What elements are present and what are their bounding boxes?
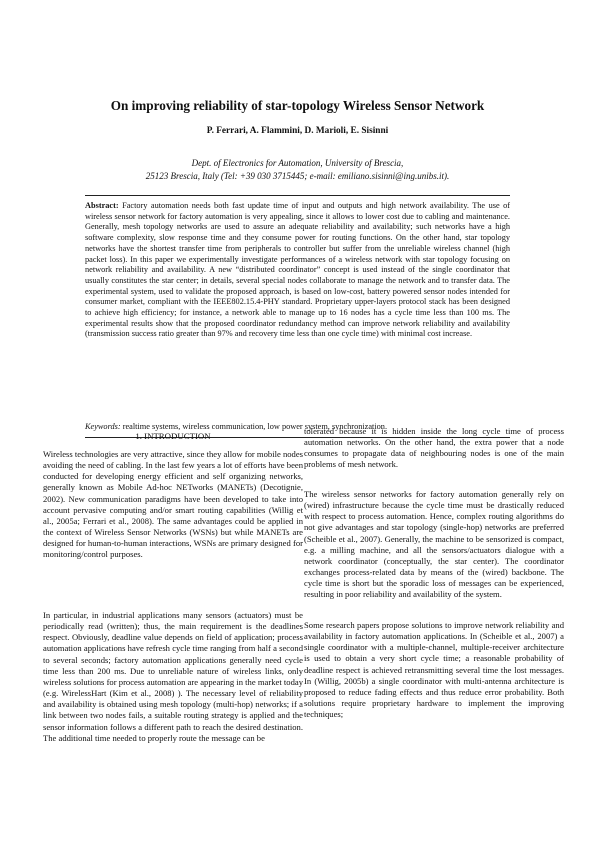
body-paragraph: Wireless technologies are very attractive, since they allow for mobile nodes avoiding the need of cabling. In the last few years a lot of efforts have been conducted for developing energy efficient and self organizing networks, generally known as Mobile Ad-hoc NETworks (MANETs) (Decotignie, 2002). New communication paradigms have been developed to take into account pervasive computing and/or smart routing capabilities (Willig et al., 2005a; Ferrari et al., 2008). The same advantages could be applied in the context of Wireless Sensor Networks (WSNs) but while MANETs are designed for human-to-human interactions, WSNs are primary designed for monitoring/control purposes.	[43, 449, 303, 560]
author-list: P. Ferrari, A. Flammini, D. Marioli, E. Sisinni	[206, 126, 389, 136]
abstract	[85, 201, 510, 340]
body-paragraph: Some research papers propose solutions to improve network reliability and availability in factory automation applications. In (Scheible et al., 2007) a single coordinator with a multiple-channel, multiple-receiver architecture is used to obtain a very short cycle time; a reasonable probability of deadline respect is achieved retransmitting several time the lost messages. In (Willig, 2005b) a single coordinator with multi-antenna architecture is proposed to reduce fading effects and thus reduce error probability. Both solutions require proprietary hardware to implement the improving techniques;	[304, 620, 564, 720]
section-heading-introduction: 1. INTRODUCTION	[135, 431, 211, 441]
affiliation	[0, 157, 595, 183]
keywords-text: realtime systems, wireless communication, low power system, synchronization.	[120, 422, 388, 431]
paper-title: On improving reliability of star-topology Wireless Sensor Network	[110, 98, 485, 113]
abstract-label: Abstract:	[85, 201, 119, 210]
keywords-label: Keywords:	[85, 422, 121, 431]
abstract-top-rule	[85, 195, 510, 196]
body-paragraph: tolerated because it is hidden inside the long cycle time of process automation networks. On the other hand, the extra power that a node consumes to propagate data of neighbouring nodes is one of the main problems of mesh network.	[304, 426, 564, 470]
body-paragraph: In particular, in industrial applications many sensors (actuators) must be periodically read (written); thus, the main requirement is the deadlines respect. Obviously, deadline value depends on field of application; process automation applications have refresh cycle time ranging from half a second to several seconds; factory automation applications generally need cycle time less than 200 ms. Due to unreliable nature of wireless links, only wireless solutions for process automation are appearing in the market today (e.g. WirelessHart (Kim et al., 2008) ). The necessary level of reliability and availability is obtained using mesh topology (multi-hop) networks; if a link between two nodes fails, a suitable routing strategy is applied and the sensor information follows a different path to reach the desired destination. The additional time needed to properly route the message can be	[43, 610, 303, 743]
affiliation-line-1: Dept. of Electronics for Automation, University of Brescia,	[191, 158, 404, 168]
body-paragraph: The wireless sensor networks for factory automation generally rely on (wired) infrastructure because the cycle time must be drastically reduced with respect to process automation. Hence, complex routing algorithms do not give advantages and star topology (single-hop) networks are preferred (Scheible et al., 2007). Generally, the machine to be sensorized is compact, e.g. a milling machine, and all the sensors/actuators dialogue with a network coordinator (conceptually, the star center). The coordinator exchanges process-related data by means of the (wired) backbone. The cycle time is short but the sporadic loss of messages can be experienced, resulting in poor reliability and availability of the system.	[304, 489, 564, 600]
abstract-text: Factory automation needs both fast update time of input and outputs and high network availability. The use of wireless sensor network for factory automation is very appealing, since it allows to lower cost due to cabling and maintenance. Generally, mesh topology networks are used to assure an adequate reliability and availability; such networks have a high software complexity, slow response time and they consume power for routing functions. On the other hand, star topology networks have the shortest transfer time from peripherals to controller but suffer from the unreliable wireless channel (high packet loss). In this paper we experimentally investigate performances of a wireless network with star topology focusing on network reliability and availability. A new “distributed coordinator” concept is used instead of the single coordinator that usually constitutes the star center; in details, several special nodes collaborate to manage the network and to transfer data. The experimental system, used to validate the proposed approach, is based on low-cost, battery powered sensor nodes intended for consumer market, compliant with the IEEE802.15.4-PHY standard. Proprietary upper-layers protocol stack has been designed to achieve high efficiency; for instance, a network able to manage up to 16 nodes has a cycle time less than 100 ms. The experimental results show that the proposed coordinator redundancy method can improve network reliability and availability (transmission success ratio greater than 97% and recovery time less than one cycle time) with minimal cost increase.	[85, 201, 510, 339]
affiliation-line-2: 25123 Brescia, Italy (Tel: +39 030 3715445; e-mail: emiliano.sisinni@ing.unibs.it).	[145, 171, 450, 181]
